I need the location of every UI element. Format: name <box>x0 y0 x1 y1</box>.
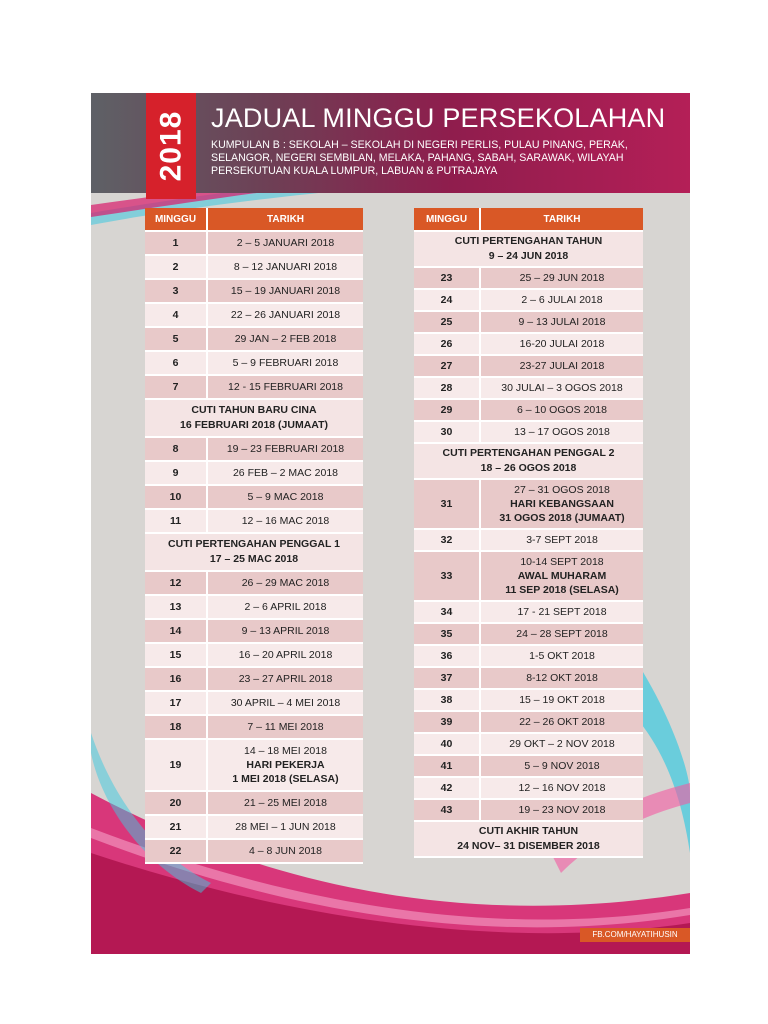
holiday-dates: 9 – 24 JUN 2018 <box>488 250 569 262</box>
week-dates: 29 OKT – 2 NOV 2018 <box>480 733 643 755</box>
week-number: 19 <box>145 739 207 791</box>
table-row <box>414 421 643 443</box>
table-row <box>145 327 363 351</box>
table-row <box>145 667 363 691</box>
table-header-row <box>414 208 643 231</box>
holiday-row <box>414 231 643 267</box>
table-row <box>145 791 363 815</box>
table-row <box>414 755 643 777</box>
week-dates: 8-12 OKT 2018 <box>480 667 643 689</box>
week-dates: 12 – 16 NOV 2018 <box>480 777 643 799</box>
column-header-week: MINGGU <box>414 208 480 231</box>
table-header-row <box>145 208 363 231</box>
week-dates: 5 – 9 FEBRUARI 2018 <box>207 351 363 375</box>
week-dates: 21 – 25 MEI 2018 <box>207 791 363 815</box>
week-dates: 17 - 21 SEPT 2018 <box>480 601 643 623</box>
table-row <box>414 799 643 821</box>
table-row <box>414 733 643 755</box>
table-row <box>414 355 643 377</box>
schedule-table-right <box>414 208 643 858</box>
page-title: JADUAL MINGGU PERSEKOLAHAN <box>211 103 666 133</box>
holiday-cell <box>145 533 363 571</box>
table-row <box>414 645 643 667</box>
week-number: 43 <box>414 799 480 821</box>
week-dates-with-holiday <box>207 739 363 791</box>
table-row <box>145 619 363 643</box>
week-number: 37 <box>414 667 480 689</box>
week-number: 35 <box>414 623 480 645</box>
table-row <box>145 839 363 863</box>
holiday-name: CUTI PERTENGAHAN TAHUN <box>454 235 603 247</box>
year-badge <box>146 93 196 199</box>
week-dates-with-holiday <box>480 551 643 601</box>
week-dates: 10-14 SEPT 2018 <box>520 556 604 568</box>
table-row <box>414 377 643 399</box>
week-number: 11 <box>145 509 207 533</box>
week-dates: 2 – 5 JANUARI 2018 <box>207 231 363 255</box>
holiday-note-date: 11 SEP 2018 (SELASA) <box>505 584 619 596</box>
holiday-name: CUTI AKHIR TAHUN <box>478 825 579 837</box>
week-number: 23 <box>414 267 480 289</box>
week-number: 4 <box>145 303 207 327</box>
week-dates: 29 JAN – 2 FEB 2018 <box>207 327 363 351</box>
week-dates: 5 – 9 MAC 2018 <box>207 485 363 509</box>
holiday-dates: 18 – 26 OGOS 2018 <box>480 462 577 474</box>
week-number: 34 <box>414 601 480 623</box>
poster-header <box>91 93 690 193</box>
week-dates: 8 – 12 JANUARI 2018 <box>207 255 363 279</box>
table-row <box>414 311 643 333</box>
week-number: 10 <box>145 485 207 509</box>
table-row <box>414 711 643 733</box>
week-number: 15 <box>145 643 207 667</box>
column-header-date: TARIKH <box>480 208 643 231</box>
week-dates: 22 – 26 OKT 2018 <box>480 711 643 733</box>
week-number: 40 <box>414 733 480 755</box>
holiday-cell <box>414 443 643 479</box>
table-row <box>145 279 363 303</box>
week-number: 38 <box>414 689 480 711</box>
week-dates: 25 – 29 JUN 2018 <box>480 267 643 289</box>
table-row <box>145 375 363 399</box>
table-row <box>414 689 643 711</box>
table-row <box>414 777 643 799</box>
week-number: 31 <box>414 479 480 529</box>
week-dates: 13 – 17 OGOS 2018 <box>480 421 643 443</box>
week-number: 33 <box>414 551 480 601</box>
week-number: 26 <box>414 333 480 355</box>
table-row <box>145 255 363 279</box>
week-number: 20 <box>145 791 207 815</box>
holiday-name: CUTI PERTENGAHAN PENGGAL 1 <box>168 538 340 550</box>
week-dates: 1-5 OKT 2018 <box>480 645 643 667</box>
week-number: 27 <box>414 355 480 377</box>
week-number: 14 <box>145 619 207 643</box>
week-number: 36 <box>414 645 480 667</box>
week-dates: 12 - 15 FEBRUARI 2018 <box>207 375 363 399</box>
table-row <box>145 595 363 619</box>
holiday-row <box>145 399 363 437</box>
week-number: 5 <box>145 327 207 351</box>
week-number: 9 <box>145 461 207 485</box>
holiday-cell <box>414 231 643 267</box>
table-row <box>145 571 363 595</box>
table-row <box>414 551 643 601</box>
week-dates: 12 – 16 MAC 2018 <box>207 509 363 533</box>
week-dates: 26 – 29 MAC 2018 <box>207 571 363 595</box>
week-dates: 26 FEB – 2 MAC 2018 <box>207 461 363 485</box>
holiday-cell <box>414 821 643 857</box>
holiday-note-name: HARI PEKERJA <box>246 759 325 771</box>
table-row <box>414 399 643 421</box>
holiday-row <box>414 821 643 857</box>
week-number: 17 <box>145 691 207 715</box>
week-dates: 5 – 9 NOV 2018 <box>480 755 643 777</box>
week-dates: 3-7 SEPT 2018 <box>480 529 643 551</box>
week-number: 29 <box>414 399 480 421</box>
week-number: 18 <box>145 715 207 739</box>
holiday-note-date: 1 MEI 2018 (SELASA) <box>232 773 339 785</box>
week-dates: 19 – 23 NOV 2018 <box>480 799 643 821</box>
week-number: 28 <box>414 377 480 399</box>
table-row <box>145 509 363 533</box>
table-row <box>414 479 643 529</box>
table-row <box>145 815 363 839</box>
calendar-poster <box>91 93 690 954</box>
week-dates: 28 MEI – 1 JUN 2018 <box>207 815 363 839</box>
week-number: 42 <box>414 777 480 799</box>
table-row <box>414 333 643 355</box>
column-header-week: MINGGU <box>145 208 207 231</box>
table-row <box>145 691 363 715</box>
table-row <box>145 643 363 667</box>
week-dates: 15 – 19 OKT 2018 <box>480 689 643 711</box>
week-dates: 19 – 23 FEBRUARI 2018 <box>207 437 363 461</box>
year-text: 2018 <box>154 110 187 182</box>
week-dates: 7 – 11 MEI 2018 <box>207 715 363 739</box>
week-dates: 16-20 JULAI 2018 <box>480 333 643 355</box>
week-number: 8 <box>145 437 207 461</box>
week-number: 1 <box>145 231 207 255</box>
holiday-note-date: 31 OGOS 2018 (JUMAAT) <box>499 512 625 524</box>
week-number: 32 <box>414 529 480 551</box>
table-row <box>414 267 643 289</box>
week-dates: 23-27 JULAI 2018 <box>480 355 643 377</box>
table-row <box>414 667 643 689</box>
week-dates: 16 – 20 APRIL 2018 <box>207 643 363 667</box>
week-dates: 2 – 6 APRIL 2018 <box>207 595 363 619</box>
holiday-note-name: AWAL MUHARAM <box>517 570 607 582</box>
week-number: 2 <box>145 255 207 279</box>
week-dates: 4 – 8 JUN 2018 <box>207 839 363 863</box>
week-dates: 14 – 18 MEI 2018 <box>244 745 327 757</box>
week-number: 39 <box>414 711 480 733</box>
column-header-date: TARIKH <box>207 208 363 231</box>
week-number: 12 <box>145 571 207 595</box>
table-row <box>145 485 363 509</box>
week-dates-with-holiday <box>480 479 643 529</box>
table-row <box>145 231 363 255</box>
week-dates: 27 – 31 OGOS 2018 <box>514 484 610 496</box>
table-row <box>414 623 643 645</box>
week-number: 6 <box>145 351 207 375</box>
table-row <box>145 351 363 375</box>
week-number: 21 <box>145 815 207 839</box>
table-row <box>145 739 363 791</box>
week-dates: 9 – 13 APRIL 2018 <box>207 619 363 643</box>
holiday-row <box>414 443 643 479</box>
credit-tag: FB.COM/HAYATIHUSIN <box>580 928 690 942</box>
holiday-note-name: HARI KEBANGSAAN <box>510 498 614 510</box>
week-number: 22 <box>145 839 207 863</box>
holiday-name: CUTI PERTENGAHAN PENGGAL 2 <box>442 447 615 459</box>
week-number: 25 <box>414 311 480 333</box>
week-number: 30 <box>414 421 480 443</box>
week-number: 7 <box>145 375 207 399</box>
week-dates: 24 – 28 SEPT 2018 <box>480 623 643 645</box>
holiday-dates: 16 FEBRUARI 2018 (JUMAAT) <box>180 419 328 431</box>
page-subtitle: KUMPULAN B : SEKOLAH – SEKOLAH DI NEGERI PERLIS, PULAU PINANG, PERAK, SELANGOR, NEGERI SEMBILAN, MELAKA, PAHANG, SABAH, SARAWAK, WILAYAH PERSEKUTUAN KUALA LUMPUR, LABUAN & PUTRAJAYA <box>211 139 628 177</box>
week-number: 16 <box>145 667 207 691</box>
week-dates: 2 – 6 JULAI 2018 <box>480 289 643 311</box>
week-number: 24 <box>414 289 480 311</box>
week-number: 13 <box>145 595 207 619</box>
table-row <box>145 715 363 739</box>
holiday-name: CUTI TAHUN BARU CINA <box>191 404 317 416</box>
week-dates: 30 APRIL – 4 MEI 2018 <box>207 691 363 715</box>
week-dates: 15 – 19 JANUARI 2018 <box>207 279 363 303</box>
schedule-table-left <box>145 208 363 864</box>
holiday-row <box>145 533 363 571</box>
week-dates: 6 – 10 OGOS 2018 <box>480 399 643 421</box>
holiday-dates: 24 NOV– 31 DISEMBER 2018 <box>457 840 600 852</box>
week-dates: 22 – 26 JANUARI 2018 <box>207 303 363 327</box>
week-number: 41 <box>414 755 480 777</box>
week-number: 3 <box>145 279 207 303</box>
table-row <box>414 601 643 623</box>
table-row <box>414 529 643 551</box>
holiday-cell <box>145 399 363 437</box>
table-row <box>145 437 363 461</box>
table-row <box>145 461 363 485</box>
week-dates: 23 – 27 APRIL 2018 <box>207 667 363 691</box>
holiday-dates: 17 – 25 MAC 2018 <box>209 553 299 565</box>
table-row <box>414 289 643 311</box>
table-row <box>145 303 363 327</box>
week-dates: 9 – 13 JULAI 2018 <box>480 311 643 333</box>
week-dates: 30 JULAI – 3 OGOS 2018 <box>480 377 643 399</box>
